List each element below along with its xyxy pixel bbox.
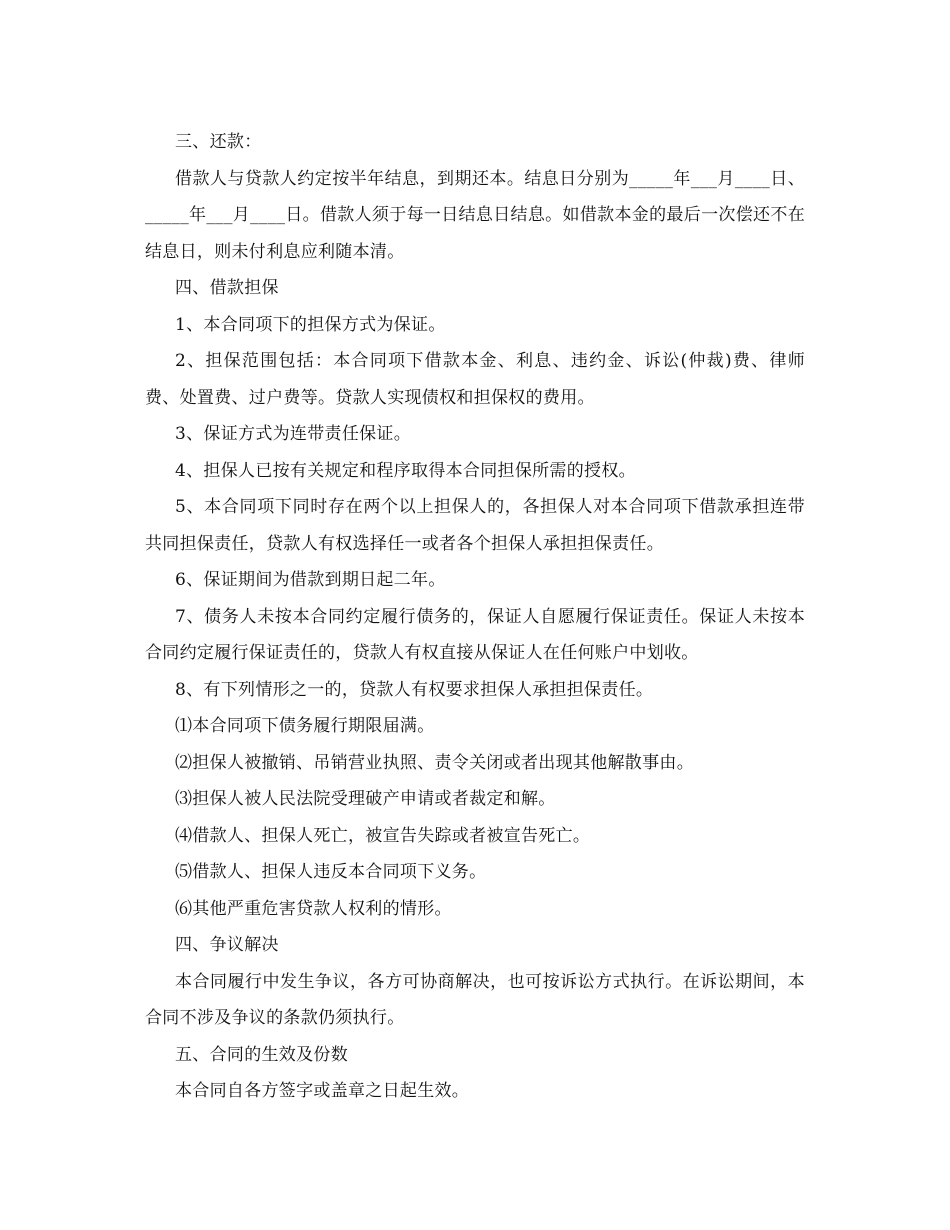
paragraph-dispute-resolution: 本合同履行中发生争议，各方可协商解决，也可按诉讼方式执行。在诉讼期间，本合同不涉及争议的条款仍须执行。 <box>145 971 805 1028</box>
sub-clause-4: ⑷借款人、担保人死亡，被宣告失踪或者被宣告死亡。 <box>175 825 591 846</box>
clause-guarantee-4: 4、担保人已按有关规定和程序取得本合同担保所需的授权。 <box>175 460 636 481</box>
paragraph-repayment-terms: 借款人与贷款人约定按半年结息，到期还本。结息日分别为_____年___月____日、_____年___月____日。借款人须于每一日结息日结息。如借款本金的最后一次偿还不在结息日，则未付利息应利随本清。 <box>145 168 805 262</box>
section-heading-effectiveness: 五、合同的生效及份数 <box>175 1044 348 1065</box>
clause-guarantee-1: 1、本合同项下的担保方式为保证。 <box>175 314 446 335</box>
sub-clause-1: ⑴本合同项下债务履行期限届满。 <box>175 716 435 736</box>
clause-guarantee-5: 5、本合同项下同时存在两个以上担保人的，各担保人对本合同项下借款承担连带共同担保责任，贷款人有权选择任一或者各个担保人承担担保责任。 <box>145 497 805 554</box>
sub-clause-6: ⑹其他严重危害贷款人权利的情形。 <box>175 898 452 919</box>
sub-clause-2: ⑵担保人被撤销、吊销营业执照、责令关闭或者出现其他解散事由。 <box>175 752 694 773</box>
clause-guarantee-3: 3、保证方式为连带责任保证。 <box>175 424 412 444</box>
paragraph-effectiveness: 本合同自各方签字或盖章之日起生效。 <box>175 1081 470 1101</box>
clause-guarantee-8: 8、有下列情形之一的，贷款人有权要求担保人承担担保责任。 <box>175 679 654 700</box>
section-heading-dispute: 四、争议解决 <box>175 935 279 955</box>
document-page <box>145 124 805 1110</box>
sub-clause-5: ⑸借款人、担保人违反本合同项下义务。 <box>175 862 487 882</box>
clause-guarantee-2: 2、担保范围包括：本合同项下借款本金、利息、违约金、诉讼(仲裁)费、律师费、处置费、过户费等。贷款人实现债权和担保权的费用。 <box>145 351 805 408</box>
section-heading-repayment: 三、还款： <box>175 132 262 152</box>
section-heading-guarantee: 四、借款担保 <box>175 278 279 298</box>
clause-guarantee-7: 7、债务人未按本合同约定履行债务的，保证人自愿履行保证责任。保证人未按本合同约定履行保证责任的，贷款人有权直接从保证人在任何账户中划收。 <box>145 606 805 663</box>
clause-guarantee-6: 6、保证期间为借款到期日起二年。 <box>175 570 446 590</box>
sub-clause-3: ⑶担保人被人民法院受理破产申请或者裁定和解。 <box>175 789 556 809</box>
